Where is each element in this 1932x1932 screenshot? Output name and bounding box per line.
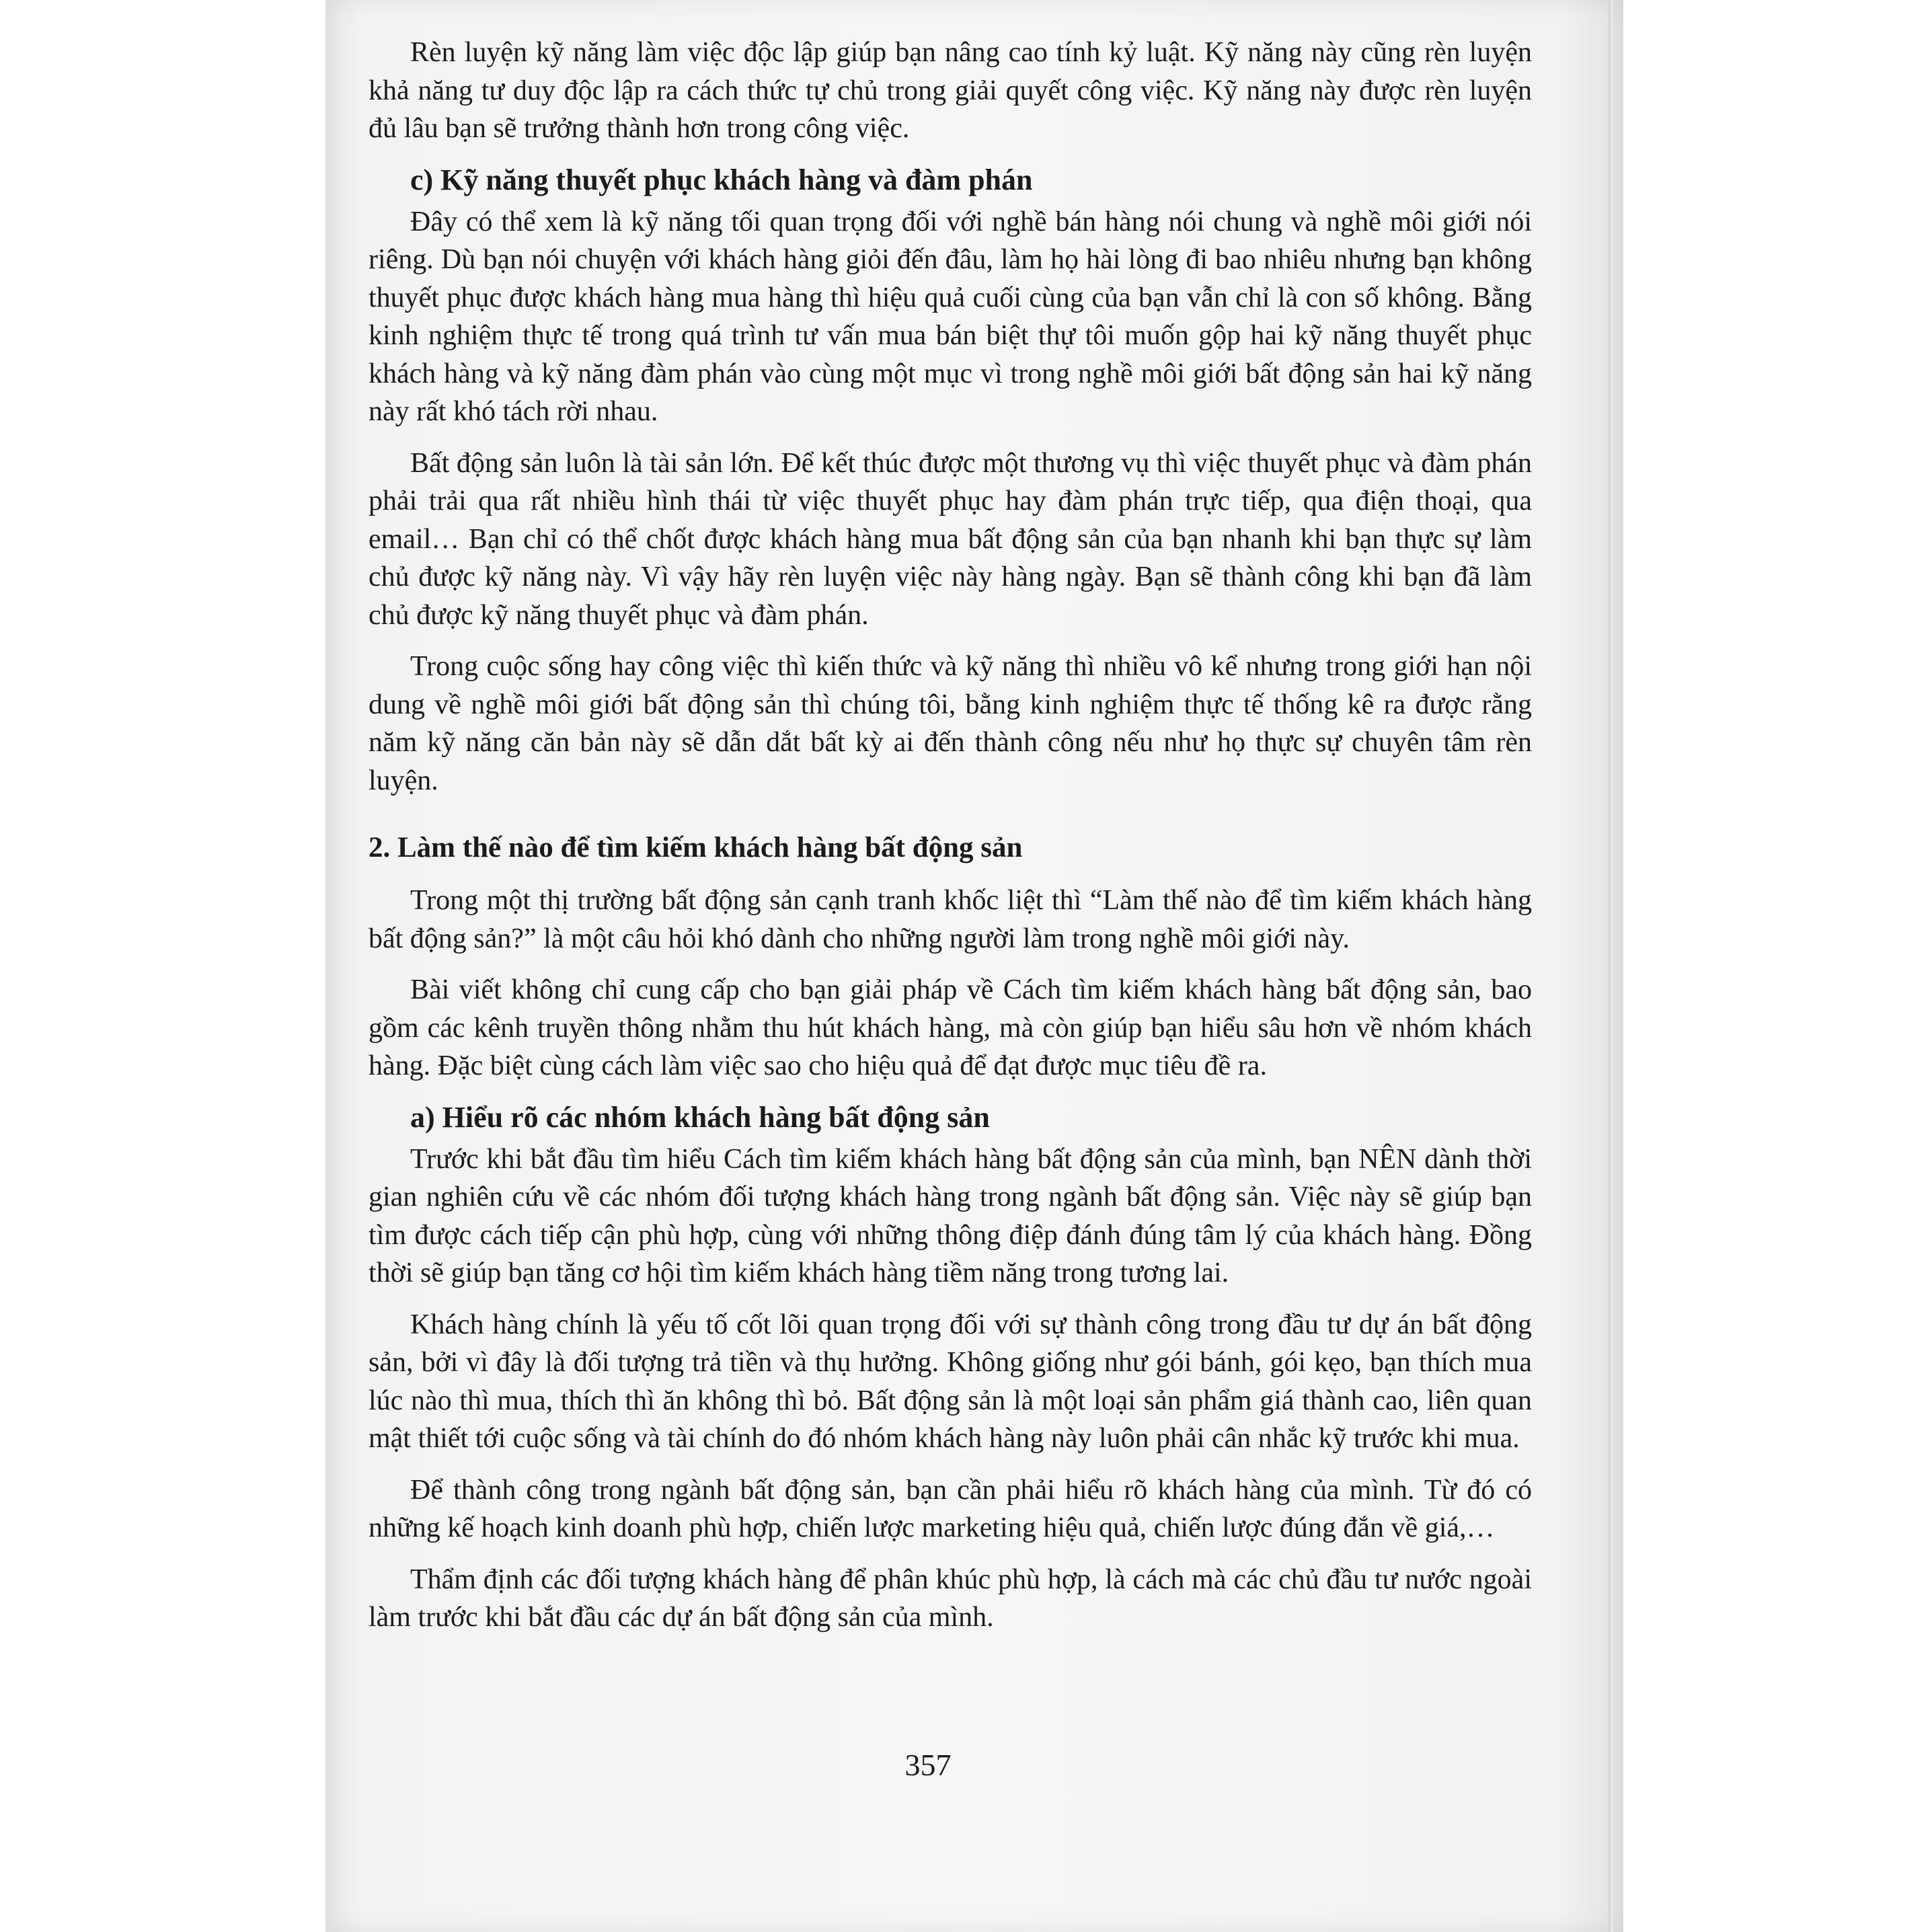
paragraph-customer-groups-1: Trước khi bắt đầu tìm hiểu Cách tìm kiếm khách hàng bất động sản của mình, bạn NÊN dành thời gian nghiên cứu về các nhóm đối tượng khách hàng trong ngành bất động sản. Việc này sẽ giúp bạn tìm được cách tiếp cận phù hợp, cùng với những thông điệp đánh đúng tâm lý của khách hàng. Đồng thời sẽ giúp bạn tăng cơ hội tìm kiếm khách hàng tiềm năng trong tương lai. xyxy=(369,1143,1532,1288)
page-edge xyxy=(1609,0,1613,1932)
paragraph-customer-groups-3: Để thành công trong ngành bất động sản, bạn cần phải hiểu rõ khách hàng của mình. Từ đó có những kế hoạch kinh doanh phù hợp, chiến lược marketing hiệu quả, chiến lược đúng đắn về giá,… xyxy=(369,1474,1532,1543)
paragraph-persuasion-1: Đây có thể xem là kỹ năng tối quan trọng đối với nghề bán hàng nói chung và nghề môi giới nói riêng. Dù bạn nói chuyện với khách hàng giỏi đến đâu, làm họ hài lòng đi bao nhiêu nhưng bạn không thuyết phục được khách hàng mua hàng thì hiệu quả cuối cùng của bạn vẫn chỉ là con số không. Bằng kinh nghiệm thực tế trong quá trình tư vấn mua bán biệt thự tôi muốn gộp hai kỹ năng thuyết phục khách hàng và kỹ năng đàm phán vào cùng một mục vì trong nghề môi giới bất động sản hai kỹ năng này rất khó tách rời nhau. xyxy=(369,206,1532,427)
paragraph-customer-groups-2: Khách hàng chính là yếu tố cốt lõi quan trọng đối với sự thành công trong đầu tư dự án bất động sản, bởi vì đây là đối tượng trả tiền và thụ hưởng. Không giống như gói bánh, gói kẹo, bạn thích mua lúc nào thì mua, thích thì ăn không thì bỏ. Bất động sản là một loại sản phẩm giá thành cao, liên quan mật thiết tới cuộc sống và tài chính do đó nhóm khách hàng này luôn phải cân nhắc kỹ trước khi mua. xyxy=(369,1309,1532,1454)
paragraph-find-customers-1: Trong một thị trường bất động sản cạnh tranh khốc liệt thì “Làm thế nào để tìm kiếm khách hàng bất động sản?” là một câu hỏi khó dành cho những người làm trong nghề môi giới này. xyxy=(369,885,1532,954)
paragraph-find-customers-2: Bài viết không chỉ cung cấp cho bạn giải pháp về Cách tìm kiếm khách hàng bất động sản, bao gồm các kênh truyền thông nhằm thu hút khách hàng, mà còn giúp bạn hiểu sâu hơn về nhóm khách hàng. Đặc biệt cùng cách làm việc sao cho hiệu quả để đạt được mục tiêu đề ra. xyxy=(369,974,1532,1081)
page-number: 357 xyxy=(904,1748,952,1782)
heading-find-customers: 2. Làm thế nào để tìm kiếm khách hàng bất động sản xyxy=(369,832,1023,863)
paragraph-persuasion-3: Trong cuộc sống hay công việc thì kiến thức và kỹ năng thì nhiều vô kể nhưng trong giới hạn nội dung về nghề môi giới bất động sản thì chúng tôi, bằng kinh nghiệm thực tế thống kê ra được rằng năm kỹ năng căn bản này sẽ dẫn dắt bất kỳ ai đến thành công nếu như họ thực sự chuyên tâm rèn luyện. xyxy=(369,651,1532,796)
heading-persuasion-negotiation: c) Kỹ năng thuyết phục khách hàng và đàm phán xyxy=(410,163,1033,196)
paragraph-customer-groups-4: Thẩm định các đối tượng khách hàng để phân khúc phù hợp, là cách mà các chủ đầu tư nước ngoài làm trước khi bắt đầu các dự án bất động sản của mình. xyxy=(369,1563,1532,1633)
heading-customer-groups: a) Hiểu rõ các nhóm khách hàng bất động sản xyxy=(410,1100,990,1134)
paragraph-persuasion-2: Bất động sản luôn là tài sản lớn. Để kết thúc được một thương vụ thì việc thuyết phục và đàm phán phải trải qua rất nhiều hình thái từ việc thuyết phục hay đàm phán trực tiếp, qua điện thoại, qua email… Bạn chỉ có thể chốt được khách hàng mua bất động sản của bạn nhanh khi bạn thực sự làm chủ được kỹ năng này. Vì vậy hãy rèn luyện việc này hàng ngày. Bạn sẽ thành công khi bạn đã làm chủ được kỹ năng thuyết phục và đàm phán. xyxy=(369,447,1532,631)
page-body xyxy=(369,34,1532,1650)
paragraph-independent-work: Rèn luyện kỹ năng làm việc độc lập giúp bạn nâng cao tính kỷ luật. Kỹ năng này cũng rèn luyện khả năng tư duy độc lập ra cách thức tự chủ trong giải quyết công việc. Kỹ năng này được rèn luyện đủ lâu bạn sẽ trưởng thành hơn trong công việc. xyxy=(369,37,1532,144)
